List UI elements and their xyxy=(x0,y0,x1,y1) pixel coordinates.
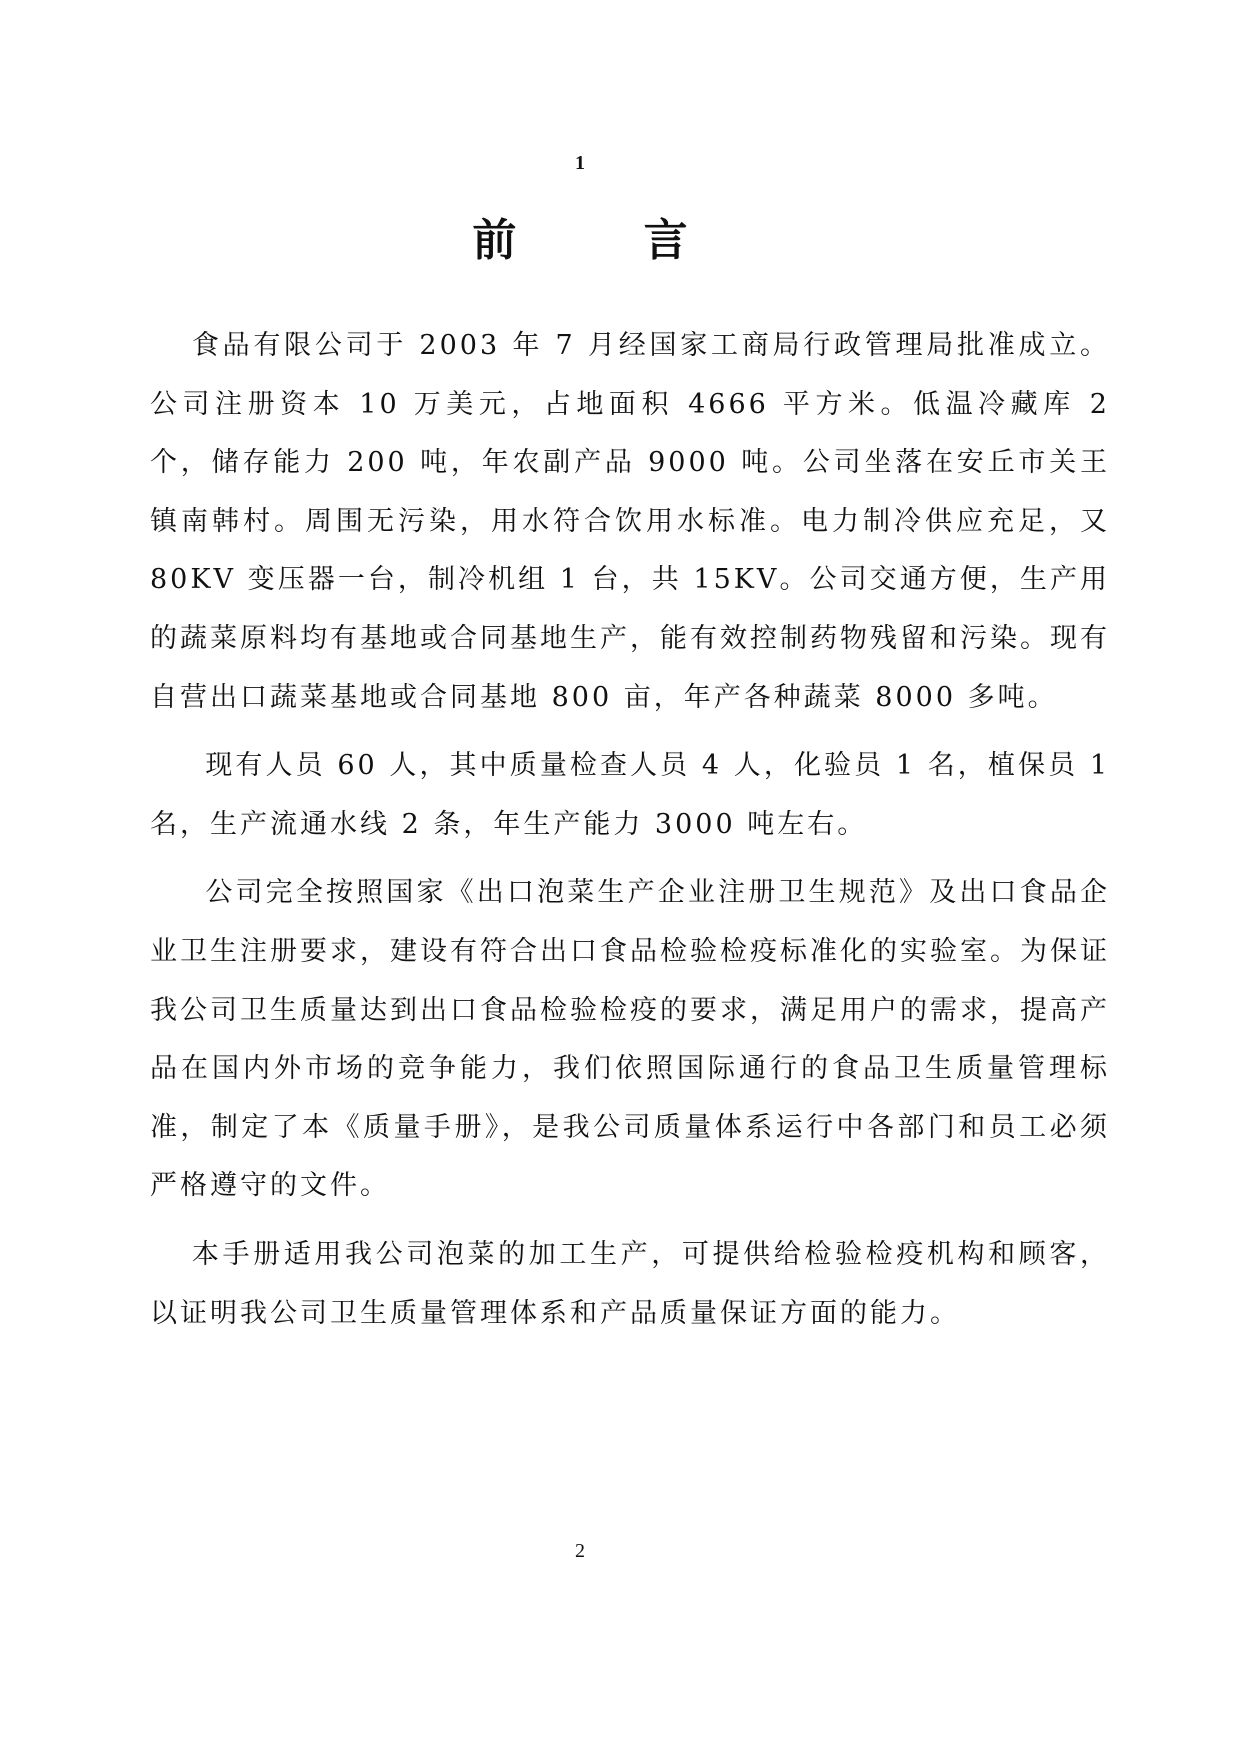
section-number: 1 xyxy=(575,152,585,174)
page-number: 2 xyxy=(575,1540,585,1562)
paragraph-quality-standards: 公司完全按照国家《出口泡菜生产企业注册卫生规范》及出口食品企业卫生注册要求，建设有符合出口食品检验检疫标准化的实验室。为保证我公司卫生质量达到出口食品检验检疫的要求，满足用户的需求，提高产品在国内外市场的竞争能力，我们依照国际通行的食品卫生质量管理标准，制定了本《质量手册》，是我公司质量体系运行中各部门和员工必须严格遵守的文件。 xyxy=(150,877,1110,1202)
document-body xyxy=(150,317,1110,1343)
page-title: 前 言 xyxy=(472,215,744,267)
paragraph-staffing: 现有人员 60 人，其中质量检查人员 4 人，化验员 1 名，植保员 1 名，生产流通水线 2 条，年生产能力 3000 吨左右。 xyxy=(150,750,1110,840)
paragraph-manual-scope: 本手册适用我公司泡菜的加工生产，可提供给检验检疫机构和顾客，以证明我公司卫生质量管理体系和产品质量保证方面的能力。 xyxy=(150,1238,1110,1329)
paragraph-company-overview: 食品有限公司于 2003 年 7 月经国家工商局行政管理局批准成立。公司注册资本 10 万美元，占地面积 4666 平方米。低温冷藏库 2 个，储存能力 200 吨，年农副产品 9000 吨。公司坐落在安丘市关王镇南韩村。周围无污染，用水符合饮用水标准。电力制冷供应充足，又 80KV 变压器一台，制冷机组 1 台，共 15KV。公司交通方便，生产用的蔬菜原料均有基地或合同基地生产，能有效控制药物残留和污染。现有自营出口蔬菜基地或合同基地 800 亩，年产各种蔬菜 8000 多吨。 xyxy=(150,330,1110,713)
